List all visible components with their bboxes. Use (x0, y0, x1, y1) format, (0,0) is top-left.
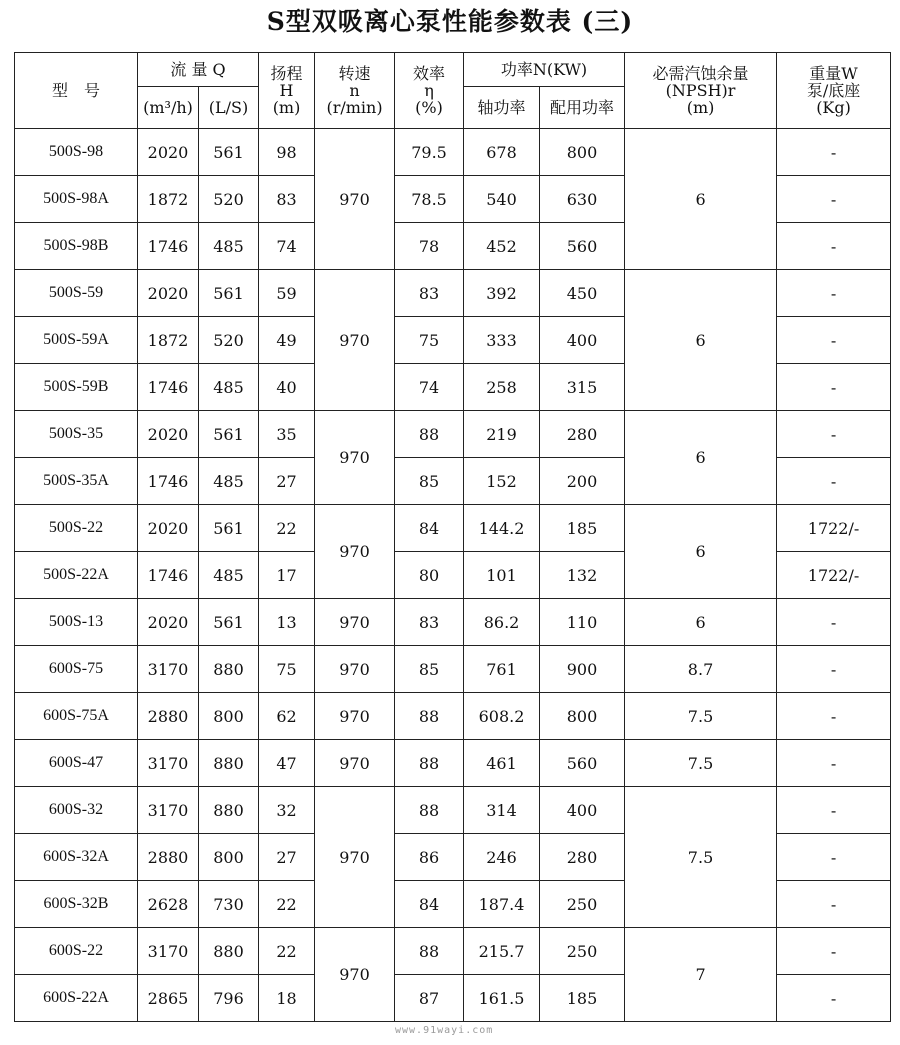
cell-head: 83 (259, 176, 315, 223)
cell-flow-ls: 796 (199, 975, 259, 1022)
cell-flow-ls: 485 (199, 458, 259, 505)
cell-efficiency: 80 (395, 552, 464, 599)
cell-model: 500S-98B (15, 223, 138, 270)
cell-flow-m3h: 2020 (138, 411, 199, 458)
cell-shaft-power: 215.7 (464, 928, 540, 975)
cell-matched-power: 400 (540, 787, 625, 834)
cell-flow-ls: 880 (199, 740, 259, 787)
cell-shaft-power: 608.2 (464, 693, 540, 740)
cell-shaft-power: 314 (464, 787, 540, 834)
cell-head: 59 (259, 270, 315, 317)
cell-npsh: 7.5 (625, 787, 777, 928)
cell-shaft-power: 152 (464, 458, 540, 505)
header-flow: 流 量 Q (138, 53, 259, 87)
cell-efficiency: 78 (395, 223, 464, 270)
cell-shaft-power: 678 (464, 129, 540, 176)
cell-matched-power: 630 (540, 176, 625, 223)
cell-npsh: 8.7 (625, 646, 777, 693)
cell-weight: - (777, 834, 891, 881)
cell-flow-m3h: 2020 (138, 270, 199, 317)
cell-flow-m3h: 2628 (138, 881, 199, 928)
cell-flow-ls: 880 (199, 928, 259, 975)
cell-matched-power: 400 (540, 317, 625, 364)
header-flow-m3h: (m³/h) (138, 87, 199, 129)
cell-flow-ls: 561 (199, 129, 259, 176)
cell-flow-m3h: 1746 (138, 364, 199, 411)
cell-flow-m3h: 1746 (138, 458, 199, 505)
cell-flow-ls: 561 (199, 505, 259, 552)
cell-weight: - (777, 740, 891, 787)
cell-flow-ls: 485 (199, 552, 259, 599)
cell-weight: - (777, 693, 891, 740)
cell-model: 500S-98 (15, 129, 138, 176)
cell-weight: - (777, 881, 891, 928)
cell-head: 17 (259, 552, 315, 599)
cell-flow-ls: 880 (199, 787, 259, 834)
cell-matched-power: 800 (540, 129, 625, 176)
cell-flow-ls: 730 (199, 881, 259, 928)
cell-efficiency: 83 (395, 270, 464, 317)
cell-head: 62 (259, 693, 315, 740)
cell-shaft-power: 258 (464, 364, 540, 411)
cell-model: 600S-32B (15, 881, 138, 928)
header-speed-line2: n (349, 81, 360, 100)
header-shaft-power: 轴功率 (464, 87, 540, 129)
cell-speed: 970 (315, 787, 395, 928)
cell-efficiency: 87 (395, 975, 464, 1022)
cell-head: 74 (259, 223, 315, 270)
table-row (15, 740, 891, 787)
cell-matched-power: 110 (540, 599, 625, 646)
header-eff-line1: 效率 (413, 64, 446, 83)
cell-matched-power: 280 (540, 834, 625, 881)
cell-npsh: 6 (625, 599, 777, 646)
table-row (15, 693, 891, 740)
header-eff-line2: η (424, 81, 434, 100)
cell-weight: - (777, 317, 891, 364)
cell-efficiency: 84 (395, 881, 464, 928)
cell-npsh: 6 (625, 505, 777, 599)
cell-head: 22 (259, 928, 315, 975)
cell-matched-power: 250 (540, 928, 625, 975)
cell-head: 40 (259, 364, 315, 411)
cell-head: 32 (259, 787, 315, 834)
cell-model: 500S-59B (15, 364, 138, 411)
cell-flow-m3h: 3170 (138, 928, 199, 975)
cell-matched-power: 900 (540, 646, 625, 693)
cell-speed: 970 (315, 740, 395, 787)
cell-efficiency: 88 (395, 787, 464, 834)
cell-speed: 970 (315, 599, 395, 646)
table-row (15, 599, 891, 646)
cell-shaft-power: 161.5 (464, 975, 540, 1022)
cell-matched-power: 560 (540, 740, 625, 787)
cell-flow-ls: 520 (199, 317, 259, 364)
cell-weight: - (777, 646, 891, 693)
header-speed-line1: 转速 (338, 64, 371, 83)
table-row (15, 646, 891, 693)
cell-model: 500S-59A (15, 317, 138, 364)
cell-flow-m3h: 2020 (138, 599, 199, 646)
table-row (15, 505, 891, 552)
cell-weight: - (777, 411, 891, 458)
cell-matched-power: 450 (540, 270, 625, 317)
cell-weight: 1722/- (777, 505, 891, 552)
header-npsh-line2: (NPSH)r (665, 81, 736, 100)
cell-flow-m3h: 3170 (138, 740, 199, 787)
cell-flow-m3h: 2865 (138, 975, 199, 1022)
header-npsh (625, 53, 777, 129)
cell-flow-m3h: 2880 (138, 693, 199, 740)
header-model: 型 号 (15, 53, 138, 129)
cell-head: 22 (259, 505, 315, 552)
table-row (15, 928, 891, 975)
cell-efficiency: 85 (395, 646, 464, 693)
cell-efficiency: 88 (395, 740, 464, 787)
cell-matched-power: 185 (540, 505, 625, 552)
cell-shaft-power: 392 (464, 270, 540, 317)
cell-flow-m3h: 3170 (138, 646, 199, 693)
cell-model: 600S-75 (15, 646, 138, 693)
cell-npsh: 6 (625, 129, 777, 270)
cell-flow-m3h: 1872 (138, 176, 199, 223)
cell-shaft-power: 187.4 (464, 881, 540, 928)
cell-head: 13 (259, 599, 315, 646)
header-efficiency (395, 53, 464, 129)
cell-weight: - (777, 928, 891, 975)
cell-model: 500S-98A (15, 176, 138, 223)
cell-model: 600S-75A (15, 693, 138, 740)
cell-head: 27 (259, 458, 315, 505)
cell-head: 18 (259, 975, 315, 1022)
pump-spec-table (14, 52, 891, 1022)
cell-head: 22 (259, 881, 315, 928)
cell-weight: 1722/- (777, 552, 891, 599)
cell-efficiency: 83 (395, 599, 464, 646)
cell-flow-ls: 485 (199, 364, 259, 411)
cell-model: 500S-22 (15, 505, 138, 552)
cell-efficiency: 88 (395, 928, 464, 975)
cell-shaft-power: 144.2 (464, 505, 540, 552)
cell-shaft-power: 101 (464, 552, 540, 599)
cell-weight: - (777, 176, 891, 223)
header-flow-ls: (L/S) (199, 87, 259, 129)
cell-shaft-power: 761 (464, 646, 540, 693)
cell-efficiency: 88 (395, 411, 464, 458)
cell-matched-power: 315 (540, 364, 625, 411)
cell-flow-ls: 880 (199, 646, 259, 693)
cell-shaft-power: 219 (464, 411, 540, 458)
table-row (15, 270, 891, 317)
cell-flow-m3h: 3170 (138, 787, 199, 834)
header-npsh-line3: (m) (686, 98, 715, 117)
cell-model: 600S-22A (15, 975, 138, 1022)
cell-flow-m3h: 1746 (138, 552, 199, 599)
cell-model: 600S-32 (15, 787, 138, 834)
table-row (15, 787, 891, 834)
watermark: www.91wayi.com (395, 1025, 494, 1036)
header-speed (315, 53, 395, 129)
table-body (15, 129, 891, 1022)
header-matched-power: 配用功率 (540, 87, 625, 129)
cell-flow-m3h: 1746 (138, 223, 199, 270)
cell-speed: 970 (315, 693, 395, 740)
cell-head: 98 (259, 129, 315, 176)
cell-speed: 970 (315, 505, 395, 599)
cell-head: 49 (259, 317, 315, 364)
cell-matched-power: 185 (540, 975, 625, 1022)
cell-matched-power: 800 (540, 693, 625, 740)
cell-speed: 970 (315, 928, 395, 1022)
cell-flow-m3h: 2020 (138, 505, 199, 552)
cell-weight: - (777, 364, 891, 411)
cell-model: 600S-22 (15, 928, 138, 975)
cell-shaft-power: 452 (464, 223, 540, 270)
header-head (259, 53, 315, 129)
cell-matched-power: 280 (540, 411, 625, 458)
cell-shaft-power: 246 (464, 834, 540, 881)
cell-efficiency: 84 (395, 505, 464, 552)
header-speed-line3: (r/min) (326, 98, 383, 117)
table-row (15, 411, 891, 458)
cell-weight: - (777, 599, 891, 646)
page-title: S型双吸离心泵性能参数表 (三) (266, 7, 634, 36)
cell-model: 500S-13 (15, 599, 138, 646)
cell-matched-power: 200 (540, 458, 625, 505)
cell-efficiency: 86 (395, 834, 464, 881)
header-weight-line2: 泵/底座 (806, 81, 861, 100)
header-eff-line3: (%) (415, 98, 443, 117)
cell-matched-power: 560 (540, 223, 625, 270)
cell-model: 600S-32A (15, 834, 138, 881)
cell-head: 47 (259, 740, 315, 787)
cell-flow-m3h: 2880 (138, 834, 199, 881)
cell-speed: 970 (315, 129, 395, 270)
cell-flow-m3h: 1872 (138, 317, 199, 364)
cell-head: 27 (259, 834, 315, 881)
cell-matched-power: 132 (540, 552, 625, 599)
cell-weight: - (777, 270, 891, 317)
cell-shaft-power: 86.2 (464, 599, 540, 646)
cell-model: 500S-35 (15, 411, 138, 458)
cell-weight: - (777, 458, 891, 505)
cell-head: 35 (259, 411, 315, 458)
cell-efficiency: 78.5 (395, 176, 464, 223)
cell-shaft-power: 333 (464, 317, 540, 364)
cell-flow-ls: 520 (199, 176, 259, 223)
cell-model: 500S-35A (15, 458, 138, 505)
cell-flow-ls: 800 (199, 834, 259, 881)
cell-npsh: 7 (625, 928, 777, 1022)
cell-flow-ls: 800 (199, 693, 259, 740)
cell-efficiency: 74 (395, 364, 464, 411)
cell-flow-ls: 485 (199, 223, 259, 270)
cell-weight: - (777, 223, 891, 270)
header-weight (777, 53, 891, 129)
cell-npsh: 6 (625, 411, 777, 505)
cell-shaft-power: 540 (464, 176, 540, 223)
cell-efficiency: 88 (395, 693, 464, 740)
header-weight-line1: 重量W (809, 64, 858, 83)
cell-model: 500S-22A (15, 552, 138, 599)
cell-efficiency: 79.5 (395, 129, 464, 176)
cell-weight: - (777, 787, 891, 834)
cell-efficiency: 85 (395, 458, 464, 505)
header-head-line1: 扬程 (270, 64, 303, 83)
header-npsh-line1: 必需汽蚀余量 (652, 64, 749, 83)
table-row (15, 129, 891, 176)
cell-matched-power: 250 (540, 881, 625, 928)
cell-npsh: 6 (625, 270, 777, 411)
header-head-line2: H (279, 81, 294, 100)
cell-flow-ls: 561 (199, 270, 259, 317)
cell-flow-ls: 561 (199, 411, 259, 458)
cell-efficiency: 75 (395, 317, 464, 364)
cell-head: 75 (259, 646, 315, 693)
header-weight-line3: (Kg) (816, 98, 851, 117)
header-head-line3: (m) (272, 98, 301, 117)
cell-npsh: 7.5 (625, 693, 777, 740)
cell-shaft-power: 461 (464, 740, 540, 787)
cell-model: 600S-47 (15, 740, 138, 787)
cell-flow-m3h: 2020 (138, 129, 199, 176)
cell-flow-ls: 561 (199, 599, 259, 646)
cell-model: 500S-59 (15, 270, 138, 317)
header-power: 功率N(KW) (464, 53, 625, 87)
cell-speed: 970 (315, 270, 395, 411)
cell-weight: - (777, 129, 891, 176)
cell-weight: - (777, 975, 891, 1022)
cell-speed: 970 (315, 646, 395, 693)
cell-speed: 970 (315, 411, 395, 505)
cell-npsh: 7.5 (625, 740, 777, 787)
